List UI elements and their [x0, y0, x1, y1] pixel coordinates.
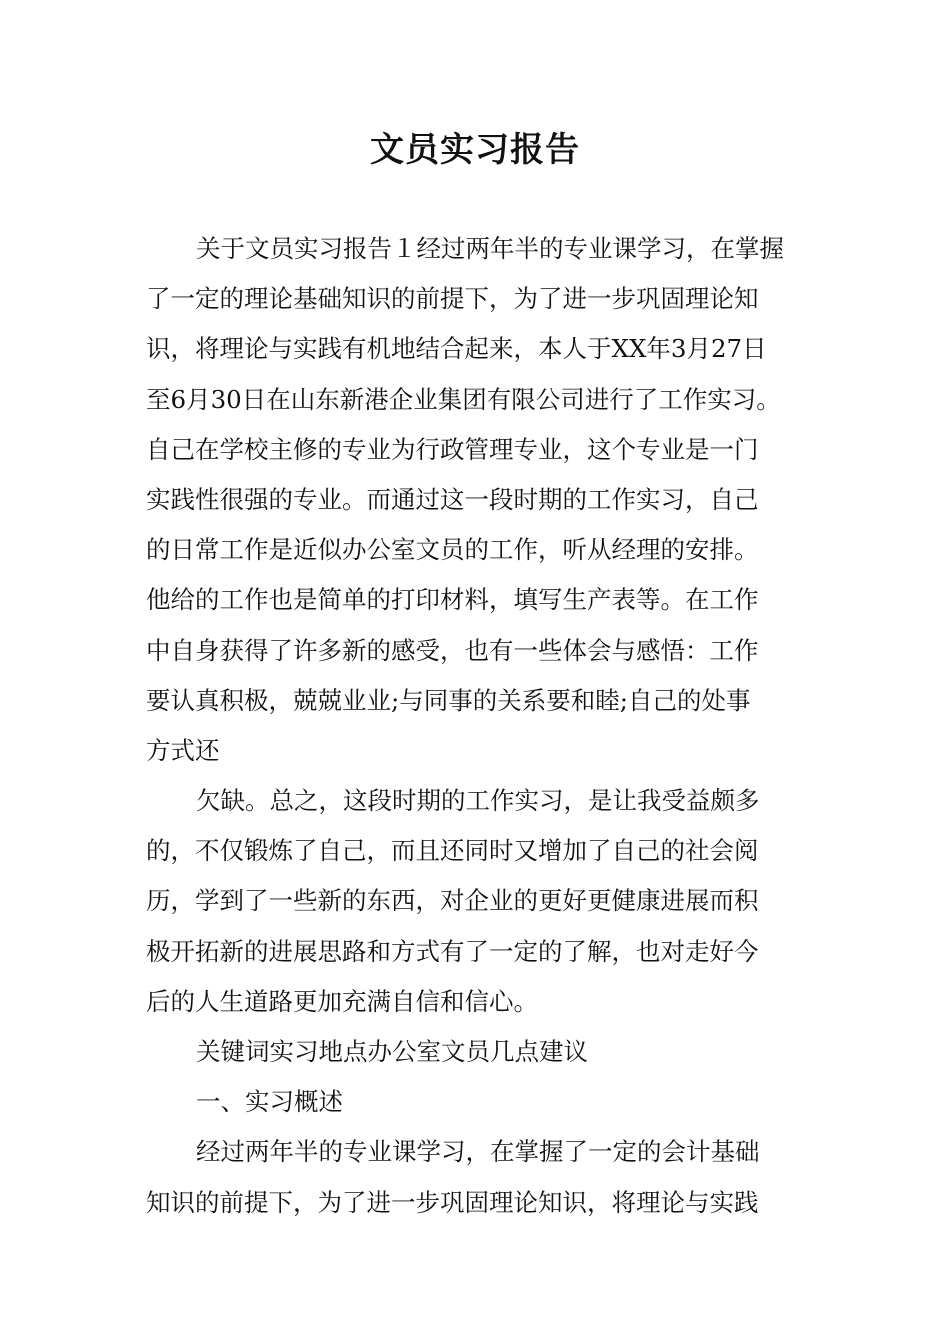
text-line: 历，学到了一些新的东西，对企业的更好更健康进展而积	[146, 886, 759, 916]
text-line: 他给的工作也是简单的打印材料，填写生产表等。在工作	[146, 585, 759, 615]
keywords-line: 关键词实习地点办公室文员几点建议	[196, 1037, 588, 1066]
text-line: 自己在学校主修的专业为行政管理专业，这个专业是一门	[146, 434, 759, 464]
text-line: 关于文员实习报告１经过两年半的专业课学习，在掌握	[196, 234, 784, 263]
text-line: 识，将理论与实践有机地结合起来，本人于XX年3月27日	[146, 334, 767, 364]
page-title: 文员实习报告	[370, 130, 580, 170]
section-heading: 一、实习概述	[196, 1087, 343, 1117]
text-line: 的，不仅锻炼了自己，而且还同时又增加了自己的社会阅	[146, 836, 759, 866]
text-line: 实践性很强的专业。而通过这一段时期的工作实习，自己	[146, 484, 759, 514]
text-line: 后的人生道路更加充满自信和信心。	[146, 986, 538, 1016]
text-line: 极开拓新的进展思路和方式有了一定的了解，也对走好今	[146, 936, 759, 966]
text-line: 的日常工作是近似办公室文员的工作，听从经理的安排。	[146, 535, 759, 565]
document-body	[146, 224, 810, 1228]
text-line: 中自身获得了许多新的感受，也有一些体会与感悟：工作	[146, 635, 759, 665]
text-line: 知识的前提下，为了进一步巩固理论知识，将理论与实践	[146, 1187, 759, 1217]
text-line: 经过两年半的专业课学习，在掌握了一定的会计基础	[196, 1137, 760, 1167]
text-line: 了一定的理论基础知识的前提下，为了进一步巩固理论知	[146, 284, 759, 314]
text-line: 欠缺。总之，这段时期的工作实习，是让我受益颇多	[196, 786, 760, 816]
text-line: 至6月30日在山东新港企业集团有限公司进行了工作实习。	[146, 384, 781, 414]
text-line: 方式还	[146, 735, 220, 765]
text-line: 要认真积极，兢兢业业;与同事的关系要和睦;自己的处事	[146, 685, 751, 715]
